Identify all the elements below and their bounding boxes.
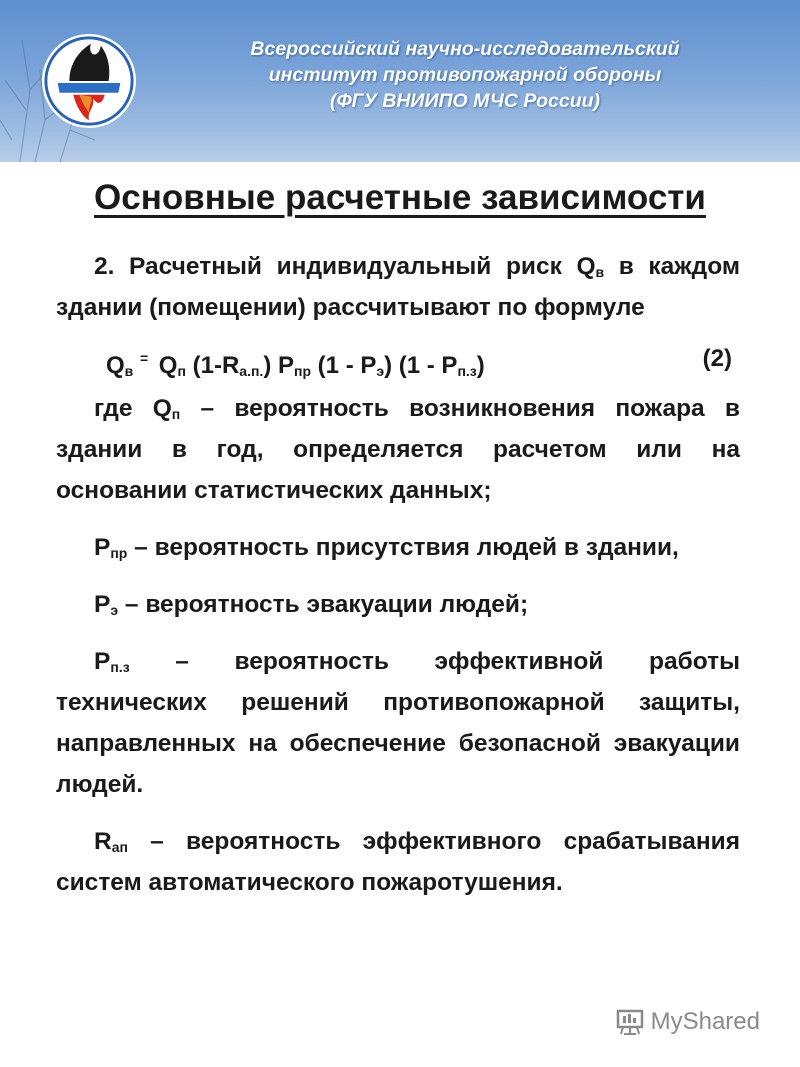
- watermark-text: MyShared: [650, 1008, 760, 1035]
- institute-name: [160, 36, 770, 114]
- formula-2: [56, 338, 740, 382]
- myshared-watermark: [615, 1007, 760, 1037]
- institute-line-1: Всероссийский научно-исследовательский: [250, 38, 680, 60]
- definition-pe: $P_э$ – вероятность эвакуации людей;: [94, 591, 529, 618]
- slide-title-text: Основные расчетные зависимости: [94, 178, 706, 217]
- header-banner: [0, 0, 800, 162]
- vniipo-logo-icon: [40, 32, 138, 130]
- intro-paragraph: 2. Расчетный индивидуальный риск $Q_в$ в каждом здании (помещении) рассчитывают по формуле: [56, 253, 740, 321]
- definition-rap: $R_{ап}$ – вероятность эффективного срабатывания систем автоматического пожаротушения.: [56, 828, 740, 896]
- definition-ppr: $P_{пр}$ – вероятность присутствия людей в здании,: [94, 534, 679, 561]
- formula-number: (2): [702, 345, 732, 372]
- institute-line-3: (ФГУ ВНИИПО МЧС России): [329, 90, 601, 112]
- presentation-board-icon: [615, 1007, 645, 1037]
- slide-content: [56, 246, 740, 903]
- definition-ppz: $P_{п.з}$ – вероятность эффективной работы технических решений противопожарной защиты, направленных на обеспечение безопасной эвакуации людей.: [56, 648, 740, 798]
- definition-qp: где $Q_п$ – вероятность возникновения пожара в здании в год, определяется расчетом или на основании статистических данных;: [56, 395, 740, 504]
- institute-line-2: институт противопожарной обороны: [268, 64, 662, 86]
- slide-title: [0, 178, 800, 218]
- formula-expression: $Q_в$ = $Q_п$ $(1-R_{а.п.})$ $P_{пр}$ $(1 - P_э)$ $(1 - P_{п.з})$: [106, 350, 485, 379]
